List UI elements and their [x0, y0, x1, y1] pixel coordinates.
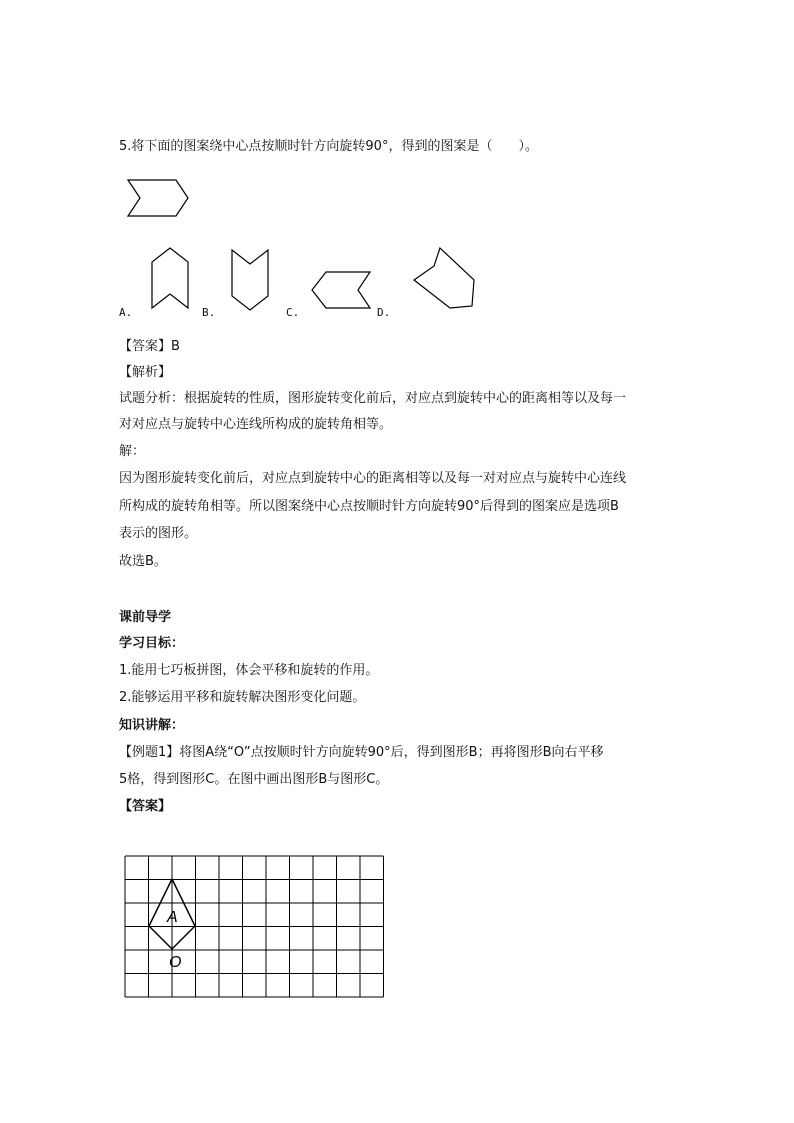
shape-a-label: A — [167, 909, 178, 926]
option-d-label[interactable]: D. — [377, 306, 391, 319]
example-line-1: 【例题1】将图A绕“O”点按顺时针方向旋转90°后，得到图形B；再将图形B向右平移 — [119, 745, 604, 760]
section-title: 课前导学 — [119, 610, 172, 625]
solution-line-4: 故选B。 — [119, 554, 167, 569]
grid-lines — [125, 856, 384, 997]
grid-figure — [124, 855, 386, 1001]
option-b-shape[interactable] — [228, 246, 272, 312]
solution-label: 解： — [119, 444, 146, 459]
example-line-2: 5格，得到图形C。在图中画出图形B与图形C。 — [119, 772, 389, 787]
answer-heading: 【答案】B — [119, 339, 180, 354]
option-c-shape[interactable] — [308, 268, 378, 312]
option-c-label[interactable]: C. — [286, 306, 300, 319]
goals-heading: 学习目标： — [119, 636, 185, 651]
goal-item-2: 2.能够运用平移和旋转解决图形变化问题。 — [119, 690, 366, 705]
solution-line-3: 表示的图形。 — [119, 526, 198, 541]
option-d-shape[interactable] — [410, 246, 480, 312]
solution-line-1: 因为图形旋转变化前后，对应点到旋转中心的距离相等以及每一对对应点与旋转中心连线 — [119, 471, 627, 486]
analysis-line-2: 对对应点与旋转中心连线所构成的旋转角相等。 — [119, 417, 393, 432]
analysis-heading: 【解析】 — [119, 365, 172, 380]
knowledge-heading: 知识讲解： — [119, 718, 185, 733]
goal-item-1: 1.能用七巧板拼图，体会平移和旋转的作用。 — [119, 663, 379, 678]
solution-line-2: 所构成的旋转角相等。所以图案绕中心点按顺时针方向旋转90°后得到的图案应是选项B — [119, 499, 619, 514]
analysis-line-1: 试题分析：根据旋转的性质，图形旋转变化前后，对应点到旋转中心的距离相等以及每一 — [119, 391, 627, 406]
question-text: 5.将下面的图案绕中心点按顺时针方向旋转90°，得到的图案是（ ）。 — [119, 139, 538, 154]
point-o-label: O — [169, 954, 182, 971]
example-answer-label: 【答案】 — [119, 799, 172, 814]
option-b-label[interactable]: B. — [202, 306, 216, 319]
original-chevron-shape — [126, 178, 192, 218]
option-a-label[interactable]: A. — [119, 306, 133, 319]
option-a-shape[interactable] — [148, 246, 192, 312]
